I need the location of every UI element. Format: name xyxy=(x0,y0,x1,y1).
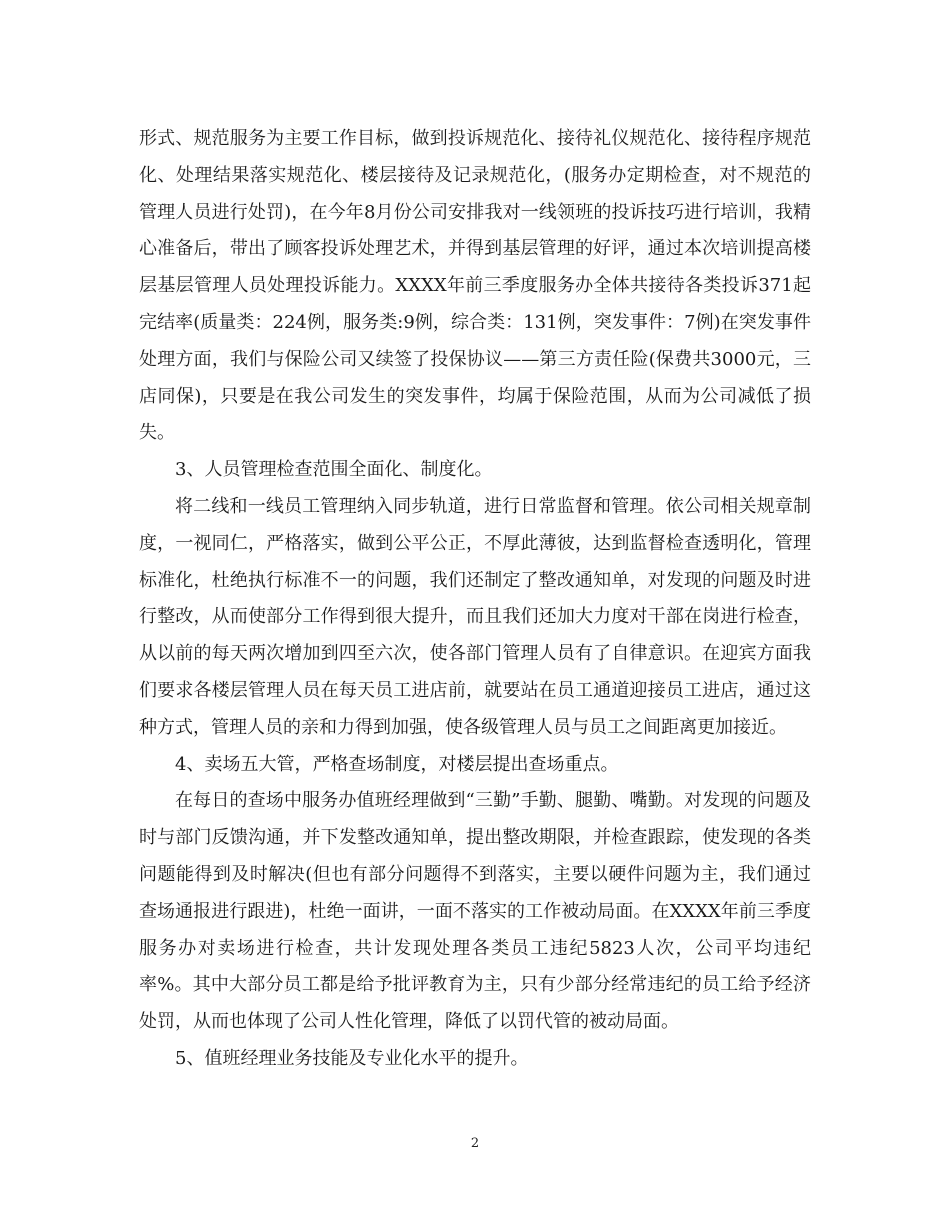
paragraph-staff-management: 将二线和一线员工管理纳入同步轨道，进行日常监督和管理。依公司相关规章制度，一视同仁，严格落实，做到公平公正，不厚此薄彼，达到监督检查透明化，管理标准化，杜绝执行标准不一的问题，我们还制定了整改通知单，对发现的问题及时进行整改，从而使部分工作得到很大提升，而且我们还加大力度对干部在岗进行检查，从以前的每天两次增加到四至六次，使各部门管理人员有了自律意识。在迎宾方面我们要求各楼层管理人员在每天员工进店前，就要站在员工通道迎接员工进店，通过这种方式，管理人员的亲和力得到加强，使各级管理人员与员工之间距离更加接近。 xyxy=(139,495,811,738)
section-heading-3: 3、人员管理检查范围全面化、制度化。 xyxy=(175,459,493,481)
section-heading-5: 5、值班经理业务技能及专业化水平的提升。 xyxy=(175,1047,529,1069)
page-body xyxy=(139,121,811,1078)
section-heading-4: 4、卖场五大管，严格查场制度，对楼层提出查场重点。 xyxy=(175,753,619,775)
paragraph-floor-inspection: 在每日的查场中服务办值班经理做到“三勤”手勤、腿勤、嘴勤。对发现的问题及时与部门反馈沟通，并下发整改通知单，提出整改期限，并检查跟踪，使发现的各类问题能得到及时解决(但也有部分问题得不到落实，主要以硬件问题为主，我们通过查场通报进行跟进)，杜绝一面讲，一面不落实的工作被动局面。在XXXX年前三季度服务办对卖场进行检查，共计发现处理各类员工违纪5823人次，公司平均违纪率%。其中大部分员工都是给予批评教育为主，只有少部分经常违纪的员工给予经济处罚，从而也体现了公司人性化管理，降低了以罚代管的被动局面。 xyxy=(139,790,811,1033)
page-number: 2 xyxy=(470,1136,480,1151)
paragraph-complaint-handling: 形式、规范服务为主要工作目标，做到投诉规范化、接待礼仪规范化、接待程序规范化、处理结果落实规范化、楼层接待及记录规范化，(服务办定期检查，对不规范的管理人员进行处罚)，在今年8月份公司安排我对一线领班的投诉技巧进行培训，我精心准备后，带出了顾客投诉处理艺术，并得到基层管理的好评，通过本次培训提高楼层基层管理人员处理投诉能力。XXXX年前三季度服务办全体共接待各类投诉371起完结率(质量类：224例，服务类:9例，综合类：131例，突发事件：7例)在突发事件处理方面，我们与保险公司又续签了投保协议——第三方责任险(保费共3000元，三店同保)，只要是在我公司发生的突发事件，均属于保险范围，从而为公司减低了损失。 xyxy=(139,128,811,444)
